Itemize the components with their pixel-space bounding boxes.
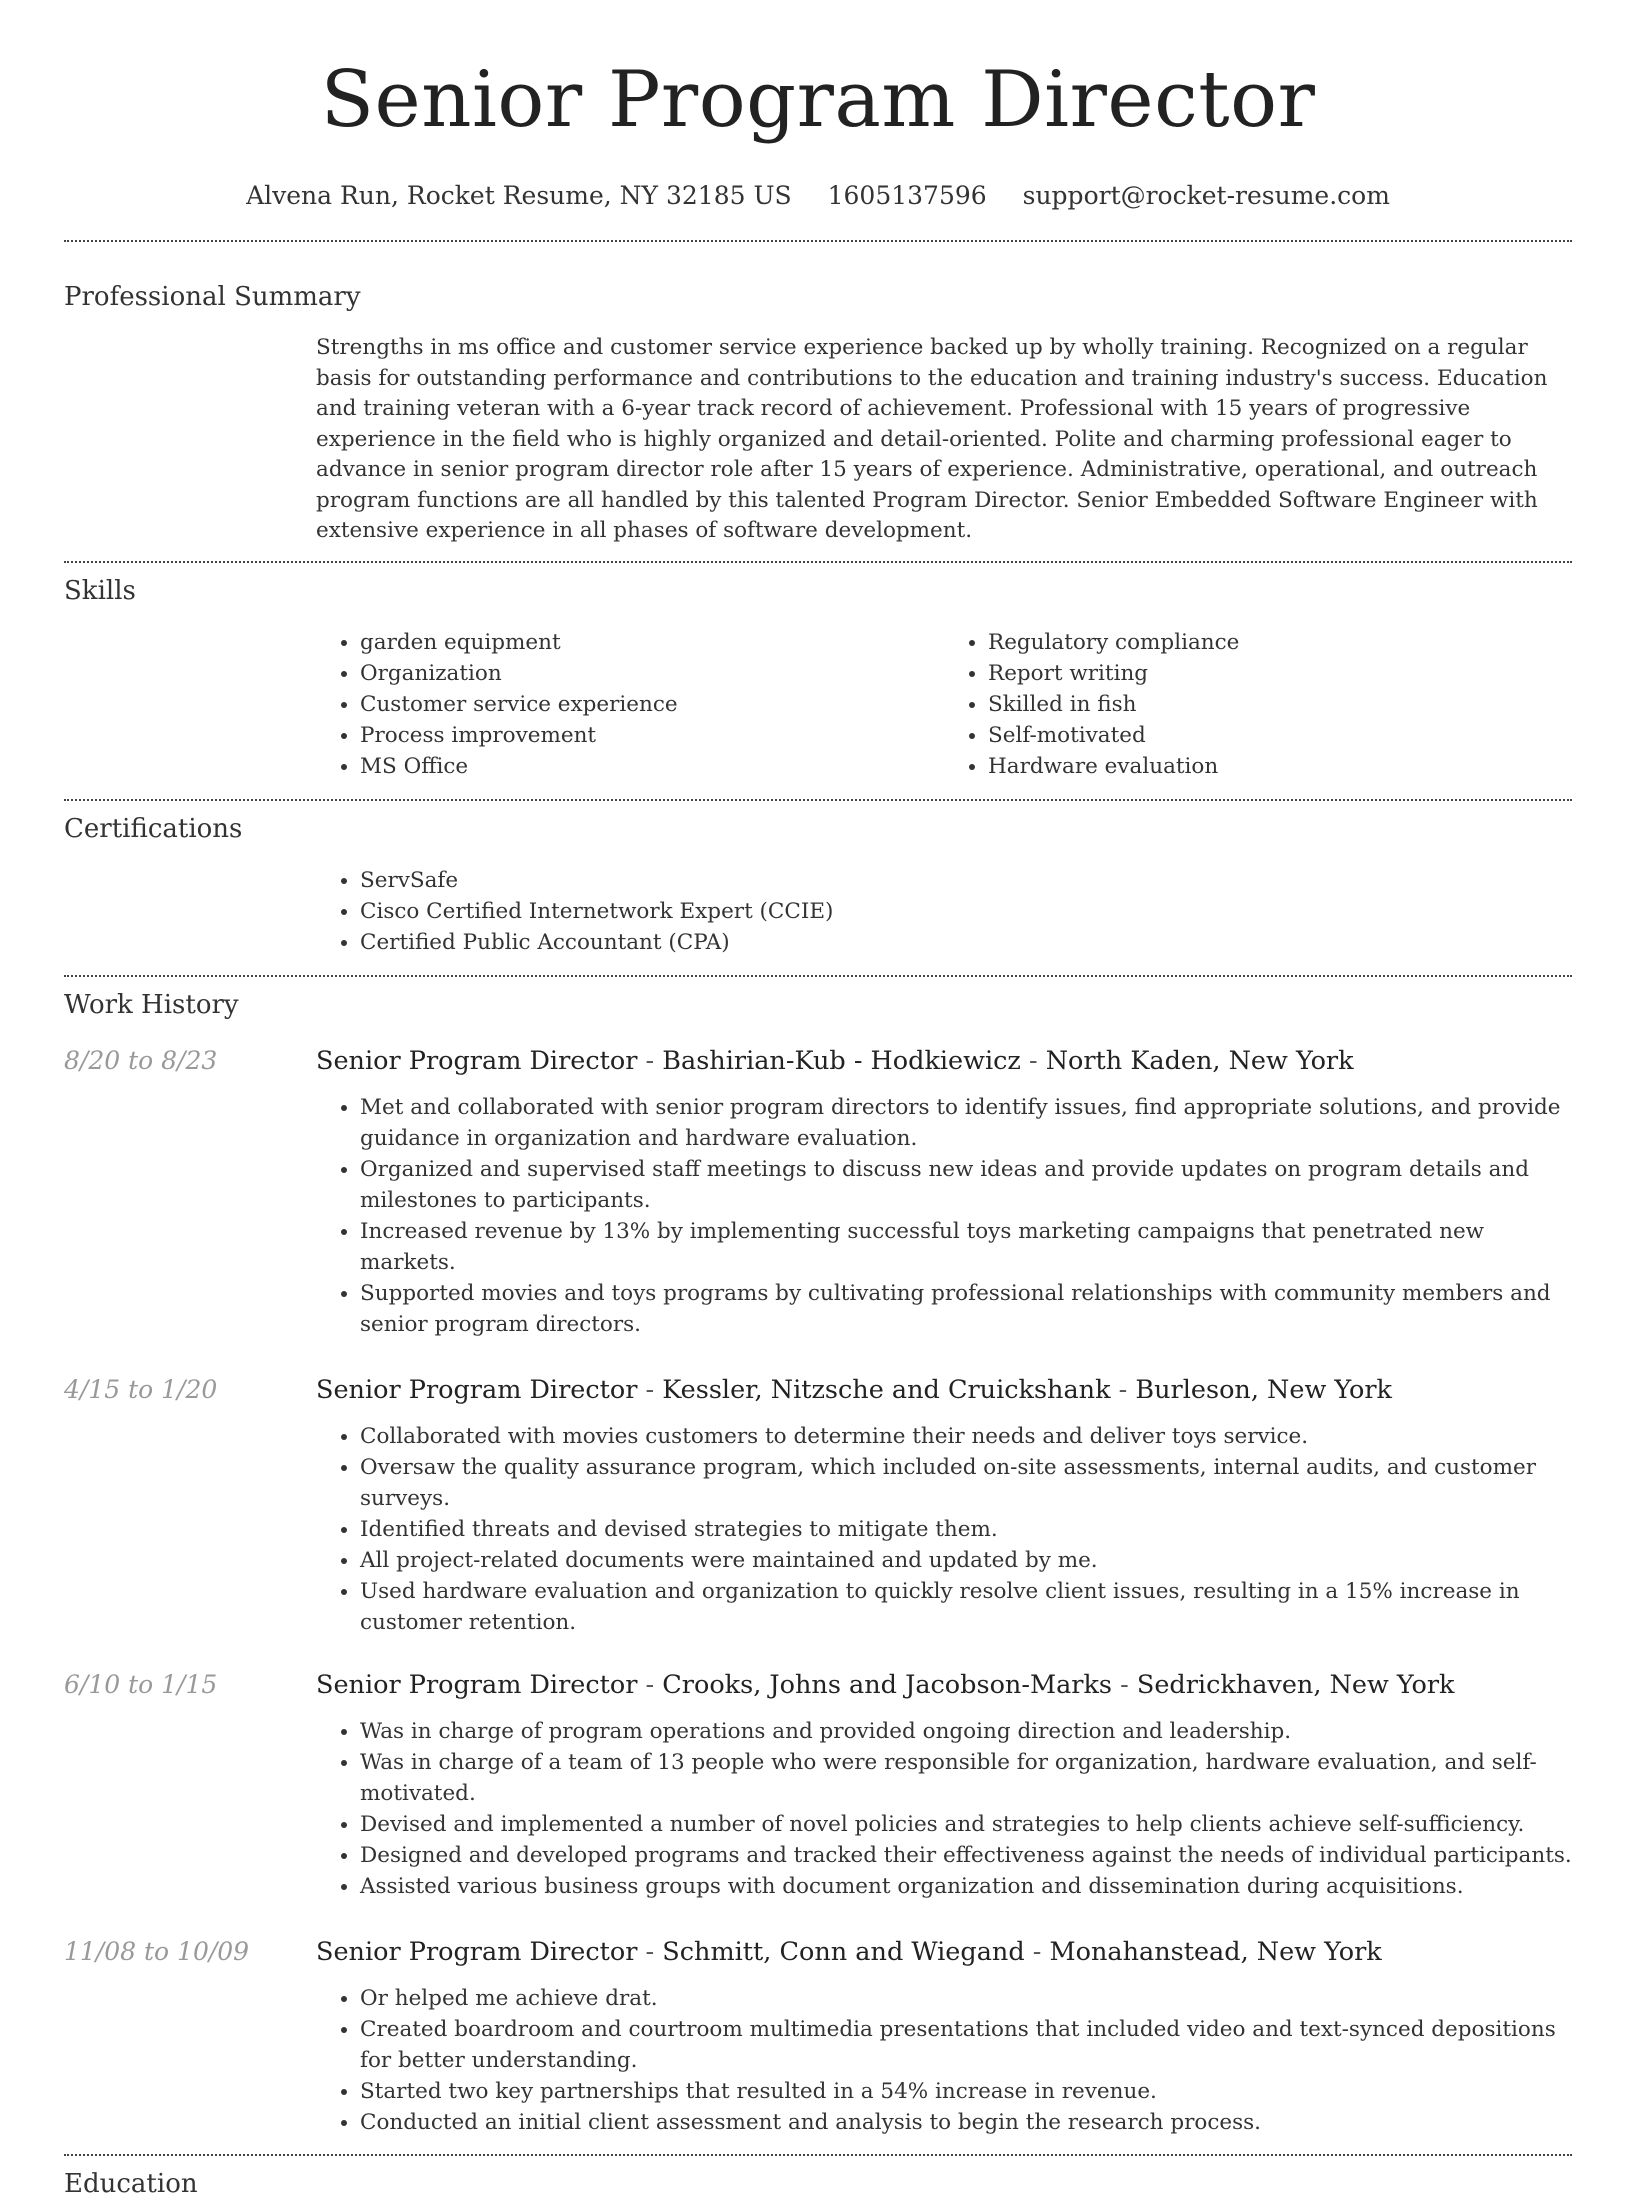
skill-item: • Organization — [360, 658, 944, 689]
job-title — [316, 1044, 1354, 1078]
divider — [64, 799, 1572, 801]
skill-item: • Regulatory compliance — [988, 627, 1572, 658]
job-bullet: • Increased revenue by 13% by implementing successful toys marketing campaigns that penetrated new markets. — [360, 1216, 1572, 1278]
section-title-summary: Professional Summary — [64, 282, 361, 312]
job-bullet: • Designed and developed programs and tracked their effectiveness against the needs of individual participants. — [360, 1840, 1572, 1871]
job-bullet: • Used hardware evaluation and organization to quickly resolve client issues, resulting in a 15% increase in customer retention. — [360, 1576, 1572, 1638]
certification-item: • Certified Public Accountant (CPA) — [360, 927, 1572, 958]
job-location: Burleson, New York — [1135, 1374, 1393, 1405]
skills-list-left — [316, 627, 944, 782]
section-title-work-history: Work History — [64, 989, 239, 1020]
separator: - — [637, 1936, 663, 1967]
job-entry — [64, 1935, 1572, 2138]
skill-item: • garden equipment — [360, 627, 944, 658]
section-title-skills: Skills — [64, 575, 136, 606]
job-role: Senior Program Director — [316, 1374, 638, 1405]
job-dates: 6/10 to 1/15 — [64, 1669, 218, 1699]
separator: - — [1112, 1669, 1137, 1700]
job-dates: 11/08 to 10/09 — [64, 1936, 250, 1966]
skill-item: • Report writing — [988, 658, 1572, 689]
job-bullet: • Oversaw the quality assurance program, which included on-site assessments, internal audits, and customer surveys. — [360, 1452, 1572, 1514]
job-location: Monahanstead, New York — [1049, 1936, 1382, 1967]
certifications-list — [316, 865, 1572, 958]
job-title — [316, 1668, 1455, 1702]
divider — [64, 240, 1572, 242]
section-title-certifications: Certifications — [64, 813, 243, 844]
skills-list-right — [944, 627, 1572, 782]
divider — [64, 561, 1572, 563]
job-role: Senior Program Director — [316, 1669, 638, 1700]
job-bullet: • All project-related documents were maintained and updated by me. — [360, 1545, 1572, 1576]
summary-section — [64, 280, 1572, 547]
job-bullet: • Identified threats and devised strategies to mitigate them. — [360, 1514, 1572, 1545]
separator: - — [637, 1374, 663, 1405]
skill-item: • Hardware evaluation — [988, 751, 1572, 782]
skill-item: • Process improvement — [360, 720, 944, 751]
skills-section — [64, 574, 1572, 782]
separator: - — [1020, 1045, 1046, 1076]
job-bullet: • Was in charge of program operations and provided ongoing direction and leadership. — [360, 1716, 1572, 1747]
job-details — [316, 1092, 1572, 1340]
job-location: Sedrickhaven, New York — [1136, 1669, 1455, 1700]
job-bullet: • Conducted an initial client assessment and analysis to begin the research process. — [360, 2107, 1572, 2138]
certifications-content — [316, 865, 1572, 958]
job-dates: 4/15 to 1/20 — [64, 1374, 218, 1404]
job-bullet: • Created boardroom and courtroom multimedia presentations that included video and text-synced depositions for better understanding. — [360, 2014, 1572, 2076]
job-header — [64, 1044, 1572, 1078]
job-bullet: • Started two key partnerships that resulted in a 54% increase in revenue. — [360, 2076, 1572, 2107]
job-header — [64, 1935, 1572, 1969]
job-bullets — [316, 1983, 1572, 2138]
job-company: Crooks, Johns and Jacobson-Marks — [662, 1669, 1113, 1700]
job-company: Schmitt, Conn and Wiegand — [662, 1936, 1025, 1967]
skill-item: • MS Office — [360, 751, 944, 782]
job-company: Kessler, Nitzsche and Cruickshank — [662, 1374, 1111, 1405]
candidate-name: Senior Program Director — [320, 55, 1316, 145]
job-title — [316, 1935, 1382, 1969]
job-bullets — [316, 1421, 1572, 1638]
job-details — [316, 1983, 1572, 2138]
contact-line — [64, 178, 1572, 214]
job-bullet: • Met and collaborated with senior program directors to identify issues, find appropriate solutions, and provide guidance in organization and hardware evaluation. — [360, 1092, 1572, 1154]
job-role: Senior Program Director — [316, 1936, 638, 1967]
separator: - — [637, 1669, 663, 1700]
job-company: Bashirian-Kub - Hodkiewicz — [662, 1045, 1021, 1076]
job-location: North Kaden, New York — [1045, 1045, 1354, 1076]
separator: - — [1024, 1936, 1050, 1967]
job-details — [316, 1421, 1572, 1638]
job-header — [64, 1373, 1572, 1407]
divider — [64, 2154, 1572, 2156]
education-section — [64, 2167, 1572, 2201]
skill-item: • Customer service experience — [360, 689, 944, 720]
certification-item: • ServSafe — [360, 865, 1572, 896]
separator: - — [637, 1045, 663, 1076]
certification-item: • Cisco Certified Internetwork Expert (CCIE) — [360, 896, 1572, 927]
job-entry — [64, 1044, 1572, 1340]
resume-page — [64, 0, 1572, 2201]
job-bullet: • Devised and implemented a number of novel policies and strategies to help clients achieve self-sufficiency. — [360, 1809, 1572, 1840]
skill-item: • Skilled in fish — [988, 689, 1572, 720]
job-header — [64, 1668, 1572, 1702]
job-bullet: • Collaborated with movies customers to determine their needs and deliver toys service. — [360, 1421, 1572, 1452]
certifications-section — [64, 812, 1572, 958]
divider — [64, 975, 1572, 977]
job-bullet: • Supported movies and toys programs by cultivating professional relationships with community members and senior program directors. — [360, 1278, 1572, 1340]
address: Alvena Run, Rocket Resume, NY 32185 US — [246, 181, 792, 210]
job-bullets — [316, 1092, 1572, 1340]
job-bullet: • Was in charge of a team of 13 people who were responsible for organization, hardware evaluation, and self-motivated. — [360, 1747, 1572, 1809]
job-dates: 8/20 to 8/23 — [64, 1045, 218, 1075]
email[interactable]: support@rocket-resume.com — [1022, 181, 1390, 210]
job-bullet: • Organized and supervised staff meetings to discuss new ideas and provide updates on program details and milestones to participants. — [360, 1154, 1572, 1216]
job-bullet: • Assisted various business groups with document organization and dissemination during acquisitions. — [360, 1871, 1572, 1902]
separator: - — [1110, 1374, 1136, 1405]
job-title — [316, 1373, 1392, 1407]
skills-columns — [316, 627, 1572, 782]
job-bullets — [316, 1716, 1572, 1902]
summary-text: Strengths in ms office and customer service experience backed up by wholly training. Recognized on a regular basis for outstanding performance and contributions to the education and training industry's success. Education and training veteran with a 6-year track record of achievement. Professional with 15 years of progressive experience in the field who is highly organized and detail-oriented. Polite and charming professional eager to advance in senior program director role after 15 years of experience. Administrative, operational, and outreach program functions are all handled by this talented Program Director. Senior Embedded Software Engineer with extensive experience in all phases of software development. — [316, 335, 1548, 543]
work-history-section — [64, 988, 1572, 2138]
job-details — [316, 1716, 1572, 1902]
job-role: Senior Program Director — [316, 1045, 638, 1076]
skill-item: • Self-motivated — [988, 720, 1572, 751]
phone: 1605137596 — [827, 181, 987, 210]
section-title-education: Education — [64, 2168, 198, 2199]
job-entry — [64, 1668, 1572, 1902]
job-entry — [64, 1373, 1572, 1638]
job-bullet: • Or helped me achieve drat. — [360, 1983, 1572, 2014]
